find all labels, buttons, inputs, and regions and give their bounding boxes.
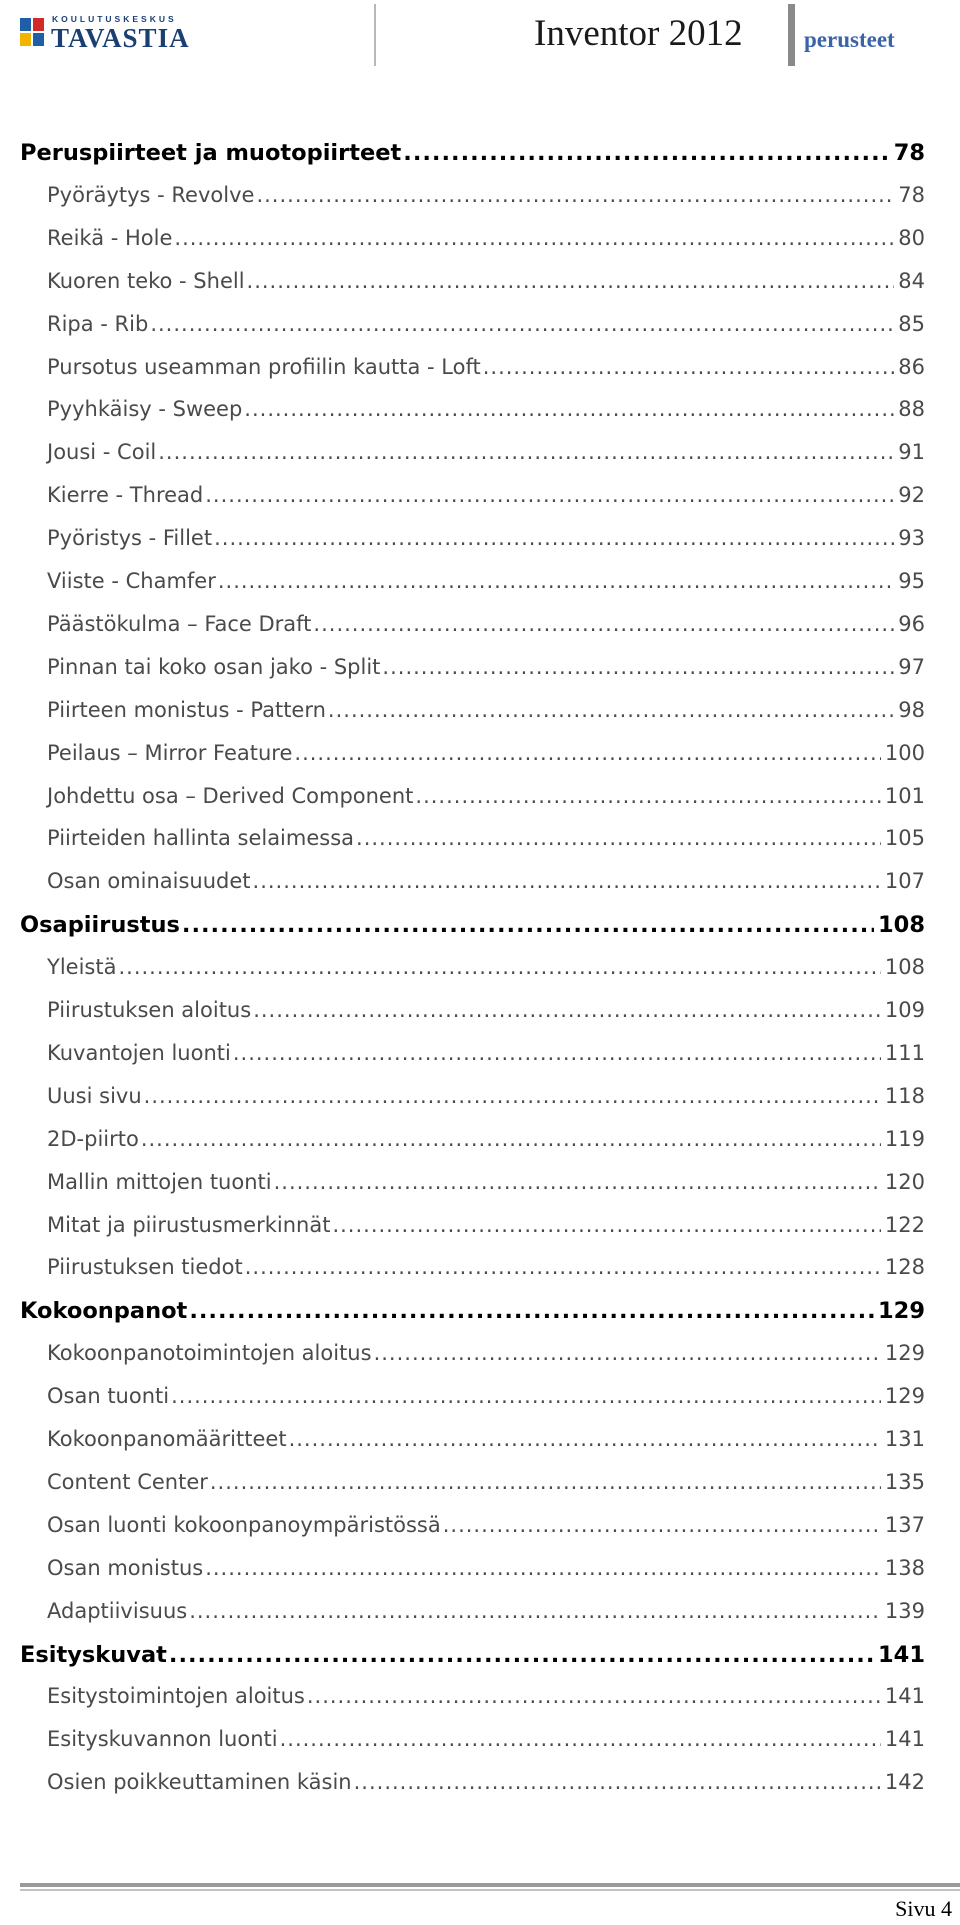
toc-entry-page: 129 <box>884 1341 925 1366</box>
toc-section-entry[interactable] <box>20 1127 925 1165</box>
toc-entry-page: 78 <box>893 140 925 166</box>
toc-section-entry[interactable] <box>20 1770 925 1808</box>
toc-dot-leader <box>313 612 894 636</box>
toc-chapter-entry[interactable] <box>20 140 925 178</box>
toc-entry-label: Osan ominaisuudet <box>47 869 251 894</box>
toc-dot-leader <box>403 140 889 166</box>
toc-dot-leader <box>218 569 894 593</box>
toc-dot-leader <box>244 397 894 421</box>
toc-entry-page: 129 <box>878 1298 925 1325</box>
toc-section-entry[interactable] <box>20 1384 925 1422</box>
toc-entry-label: Peilaus – Mirror Feature <box>47 740 293 765</box>
toc-entry-label: Esityskuvannon luonti <box>47 1727 278 1752</box>
toc-dot-leader <box>253 998 881 1022</box>
toc-dot-leader <box>354 1770 881 1794</box>
toc-entry-label: Kokoonpanotoimintojen aloitus <box>47 1341 372 1366</box>
toc-section-entry[interactable] <box>20 312 925 350</box>
toc-dot-leader <box>294 741 881 765</box>
logo-subtext: KOULUTUSKESKUS <box>52 14 177 24</box>
toc-entry-page: 122 <box>884 1212 925 1237</box>
toc-section-entry[interactable] <box>20 1470 925 1508</box>
toc-entry-label: Esitystoimintojen aloitus <box>47 1684 305 1709</box>
toc-section-entry[interactable] <box>20 1255 925 1293</box>
toc-entry-page: 142 <box>884 1770 925 1795</box>
toc-entry-page: 131 <box>884 1427 925 1451</box>
toc-entry-label: Ripa - Rib <box>47 311 149 336</box>
toc-dot-leader <box>171 1384 881 1408</box>
toc-dot-leader <box>144 1084 881 1108</box>
toc-dot-leader <box>210 1470 881 1494</box>
toc-entry-page: 86 <box>898 354 925 379</box>
toc-entry-label: Osan monistus <box>47 1555 204 1580</box>
toc-dot-leader <box>182 912 874 938</box>
toc-entry-label: Pyöristys - Fillet <box>47 526 213 551</box>
toc-entry-label: Pyöräytys - Revolve <box>47 182 255 207</box>
toc-entry-page: 141 <box>878 1641 925 1668</box>
toc-entry-page: 101 <box>884 783 925 808</box>
toc-entry-page: 84 <box>898 268 925 293</box>
toc-entry-page: 129 <box>884 1384 925 1409</box>
toc-entry-page: 109 <box>884 998 925 1022</box>
toc-entry-label: Päästökulma – Face Draft <box>47 611 312 636</box>
toc-entry-page: 108 <box>884 955 925 980</box>
toc-entry-label: Mitat ja piirustusmerkinnät <box>47 1212 331 1237</box>
toc-entry-page: 100 <box>884 740 925 765</box>
document-title: Inventor 2012 <box>534 13 743 54</box>
toc-dot-leader <box>374 1341 881 1365</box>
footer-rule <box>20 1883 960 1887</box>
toc-dot-leader <box>307 1684 881 1708</box>
toc-entry-page: 118 <box>884 1083 925 1108</box>
toc-section-entry[interactable] <box>20 784 925 822</box>
toc-section-entry[interactable] <box>20 998 925 1036</box>
toc-entry-page: 80 <box>898 225 925 250</box>
toc-dot-leader <box>332 1213 880 1237</box>
toc-dot-leader <box>158 440 894 464</box>
toc-dot-leader <box>118 955 880 979</box>
toc-entry-label: Kuvantojen luonti <box>47 1040 231 1065</box>
toc-dot-leader <box>415 784 881 808</box>
toc-dot-leader <box>189 1298 874 1324</box>
toc-entry-label: Johdettu osa – Derived Component <box>47 783 414 808</box>
toc-entry-page: 119 <box>884 1126 925 1151</box>
toc-dot-leader <box>382 655 894 679</box>
toc-entry-label: Piirustuksen tiedot <box>47 1255 243 1280</box>
toc-entry-label: Kokoonpanomääritteet <box>47 1427 287 1451</box>
toc-dot-leader <box>356 826 881 850</box>
toc-entry-label: Adaptiivisuus <box>47 1598 188 1623</box>
toc-entry-page: 137 <box>884 1512 925 1537</box>
toc-dot-leader <box>205 483 894 507</box>
toc-chapter-entry[interactable] <box>20 1298 925 1336</box>
logo-flag-icon <box>20 18 44 46</box>
toc-entry-page: 111 <box>884 1040 925 1065</box>
toc-entry-page: 96 <box>898 611 925 636</box>
toc-entry-label: Yleistä <box>47 955 117 980</box>
toc-section-entry[interactable] <box>20 526 925 564</box>
toc-section-entry[interactable] <box>20 1684 925 1722</box>
toc-dot-leader <box>247 269 895 293</box>
toc-dot-leader <box>443 1513 881 1537</box>
toc-section-entry[interactable] <box>20 1556 925 1594</box>
toc-entry-label: Osien poikkeuttaminen käsin <box>47 1770 352 1795</box>
toc-chapter-entry[interactable] <box>20 1642 925 1680</box>
page-number: Sivu 4 <box>895 1896 952 1921</box>
toc-section-entry[interactable] <box>20 269 925 307</box>
toc-section-entry[interactable] <box>20 826 925 864</box>
toc-section-entry[interactable] <box>20 1513 925 1551</box>
toc-entry-label: Osapiirustus <box>20 912 180 939</box>
toc-section-entry[interactable] <box>20 869 925 907</box>
toc-entry-label: Peruspiirteet ja muotopiirteet <box>20 140 402 166</box>
toc-entry-label: Reikä - Hole <box>47 225 173 250</box>
toc-dot-leader <box>256 183 894 207</box>
toc-entry-label: Osan luonti kokoonpanoympäristössä <box>47 1512 441 1537</box>
toc-entry-page: 78 <box>898 182 925 207</box>
footer-rule-thin <box>20 1889 960 1891</box>
toc-dot-leader <box>150 312 894 336</box>
toc-dot-leader <box>245 1255 881 1279</box>
toc-entry-page: 135 <box>884 1469 925 1494</box>
toc-entry-page: 97 <box>898 654 925 679</box>
toc-section-entry[interactable] <box>20 1170 925 1208</box>
toc-entry-page: 108 <box>878 912 925 939</box>
toc-section-entry[interactable] <box>20 569 925 607</box>
toc-entry-page: 141 <box>884 1684 925 1709</box>
toc-entry-page: 120 <box>884 1169 925 1194</box>
toc-section-entry[interactable] <box>20 440 925 478</box>
toc-entry-label: Uusi sivu <box>47 1083 142 1108</box>
toc-entry-label: Piirustuksen aloitus <box>47 998 252 1022</box>
toc-section-entry[interactable] <box>20 1213 925 1251</box>
toc-entry-page: 141 <box>884 1727 925 1752</box>
toc-dot-leader <box>328 698 894 722</box>
toc-chapter-entry[interactable] <box>20 912 925 950</box>
toc-entry-label: Kokoonpanot <box>20 1298 188 1325</box>
toc-section-entry[interactable] <box>20 1341 925 1379</box>
document-subtitle: perusteet <box>804 27 895 52</box>
toc-section-entry[interactable] <box>20 397 925 435</box>
toc-section-entry[interactable] <box>20 1427 925 1465</box>
toc-section-entry[interactable] <box>20 698 925 736</box>
toc-section-entry[interactable] <box>20 183 925 221</box>
toc-dot-leader <box>233 1041 881 1065</box>
toc-dot-leader <box>189 1599 881 1623</box>
toc-dot-leader <box>483 355 895 379</box>
toc-dot-leader <box>141 1127 881 1151</box>
toc-entry-page: 85 <box>898 311 925 336</box>
toc-entry-label: Pursotus useamman profiilin kautta - Loft <box>47 354 481 379</box>
toc-section-entry[interactable] <box>20 1084 925 1122</box>
toc-dot-leader <box>274 1170 881 1194</box>
toc-entry-label: Piirteen monistus - Pattern <box>47 697 326 722</box>
toc-entry-page: 93 <box>898 526 925 551</box>
toc-entry-label: 2D-piirto <box>47 1126 139 1151</box>
toc-section-entry[interactable] <box>20 741 925 779</box>
toc-entry-label: Osan tuonti <box>47 1384 170 1409</box>
toc-section-entry[interactable] <box>20 483 925 521</box>
toc-entry-label: Kierre - Thread <box>47 483 204 508</box>
toc-entry-label: Piirteiden hallinta selaimessa <box>47 826 355 851</box>
toc-entry-page: 92 <box>898 483 925 508</box>
toc-section-entry[interactable] <box>20 1599 925 1637</box>
toc-entry-label: Esityskuvat <box>20 1641 167 1668</box>
toc-dot-leader <box>205 1556 881 1580</box>
toc-entry-label: Pyyhkäisy - Sweep <box>47 397 243 422</box>
toc-dot-leader <box>214 526 894 550</box>
toc-section-entry[interactable] <box>20 355 925 393</box>
tavastia-logo <box>20 14 220 58</box>
toc-entry-page: 107 <box>884 869 925 894</box>
toc-dot-leader <box>280 1727 881 1751</box>
toc-entry-page: 128 <box>884 1255 925 1280</box>
header-divider <box>374 4 376 66</box>
toc-dot-leader <box>253 869 881 893</box>
toc-entry-page: 95 <box>898 569 925 593</box>
toc-section-entry[interactable] <box>20 1727 925 1765</box>
logo-text: TAVASTIA <box>51 23 190 53</box>
toc-entry-label: Viiste - Chamfer <box>47 569 216 593</box>
page-header <box>0 0 960 72</box>
toc-entry-label: Jousi - Coil <box>47 440 157 465</box>
toc-section-entry[interactable] <box>20 612 925 650</box>
toc-section-entry[interactable] <box>20 226 925 264</box>
toc-entry-label: Pinnan tai koko osan jako - Split <box>47 654 381 679</box>
toc-entry-page: 105 <box>884 826 925 851</box>
toc-entry-page: 98 <box>898 697 925 722</box>
toc-section-entry[interactable] <box>20 655 925 693</box>
toc-entry-label: Kuoren teko - Shell <box>47 268 245 293</box>
toc-section-entry[interactable] <box>20 955 925 993</box>
toc-dot-leader <box>169 1642 874 1668</box>
header-divider-thick <box>788 4 795 66</box>
toc-dot-leader <box>174 226 894 250</box>
toc-entry-page: 138 <box>884 1555 925 1580</box>
toc-entry-label: Content Center <box>47 1469 208 1494</box>
toc-section-entry[interactable] <box>20 1041 925 1079</box>
toc-entry-page: 91 <box>898 440 925 465</box>
toc-entry-page: 88 <box>898 397 925 422</box>
toc-entry-page: 139 <box>884 1598 925 1623</box>
toc-entry-label: Mallin mittojen tuonti <box>47 1169 272 1194</box>
toc-dot-leader <box>289 1427 881 1451</box>
